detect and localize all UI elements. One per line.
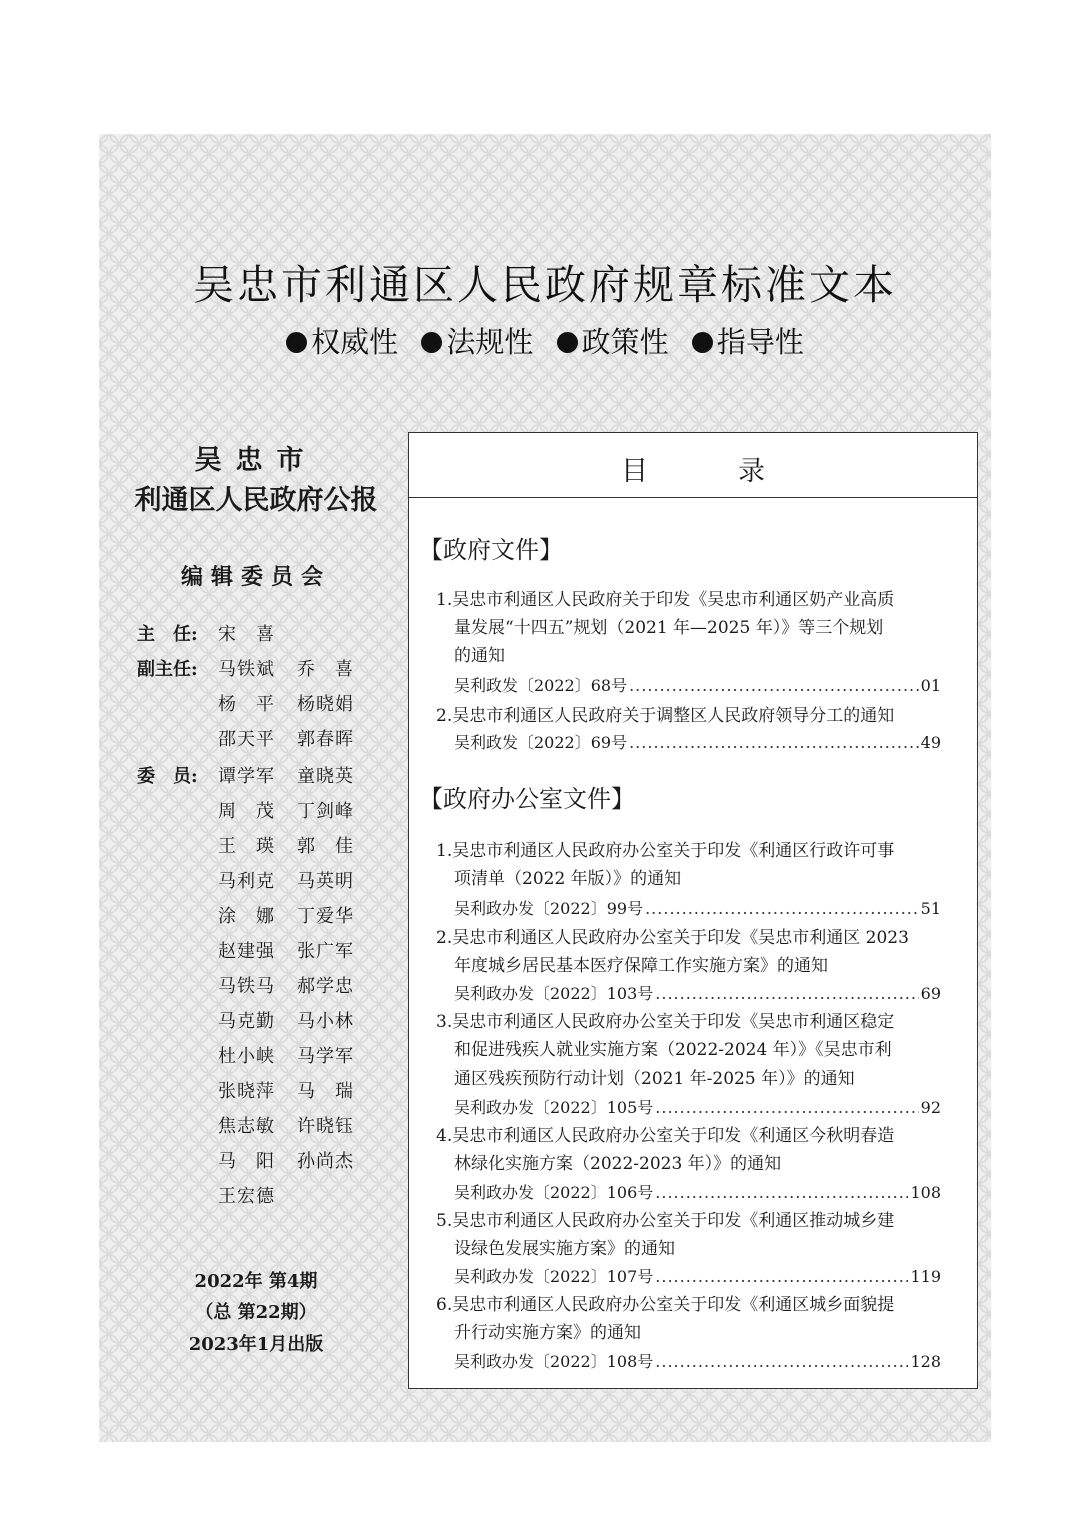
board-member-name: 周 茂: [218, 801, 275, 822]
page-number: 119: [910, 1267, 941, 1286]
role-deputy: 副主任:: [137, 659, 198, 680]
dot-leader: [655, 1183, 908, 1202]
board-member-name: 焦志敏: [218, 1116, 275, 1137]
board-member-name: 马 瑞: [297, 1081, 354, 1102]
board-member-name: 乔 喜: [297, 659, 354, 680]
bullet-dot-icon: [557, 332, 578, 353]
tag-regulation: 法规性: [421, 325, 533, 359]
toc-item-title-line[interactable]: 2.吴忠市利通区人民政府办公室关于印发《吴忠市利通区 2023: [436, 928, 909, 948]
tag-authority: 权威性: [286, 325, 398, 359]
board-member-name: 张广军: [297, 941, 354, 962]
publication-name-line2: 利通区人民政府公报: [134, 485, 378, 516]
toc-item-reference[interactable]: [454, 896, 941, 919]
dot-leader: [655, 1098, 918, 1117]
toc-item-reference[interactable]: [454, 673, 941, 696]
toc-item-reference[interactable]: [454, 1349, 941, 1372]
table-of-contents: [408, 432, 978, 1389]
board-member-name: 马英明: [297, 871, 354, 892]
board-member-name: 杨晓娟: [297, 694, 354, 715]
document-number: 吴利政办发〔2022〕106号: [454, 1183, 654, 1202]
feature-tags: [99, 320, 991, 361]
board-member-name: 马铁马: [218, 976, 275, 997]
editorial-board-title: 编辑委员会: [180, 564, 331, 590]
board-member-name: 马小林: [297, 1011, 354, 1032]
document-number: 吴利政办发〔2022〕107号: [454, 1267, 654, 1286]
board-member-name: 许晓钰: [297, 1116, 354, 1137]
board-member-name: 王 瑛: [218, 836, 275, 857]
document-number: 吴利政办发〔2022〕105号: [454, 1098, 654, 1117]
tag-policy: 政策性: [557, 325, 669, 359]
board-member-name: 马铁斌: [218, 659, 275, 680]
toc-item-title-line[interactable]: 项清单（2022 年版）》的通知: [454, 869, 682, 889]
document-number: 吴利政办发〔2022〕108号: [454, 1352, 654, 1371]
toc-item-title-line[interactable]: 5.吴忠市利通区人民政府办公室关于印发《利通区推动城乡建: [436, 1211, 895, 1231]
board-member-name: 马利克: [218, 871, 275, 892]
toc-item-title-line[interactable]: 3.吴忠市利通区人民政府办公室关于印发《吴忠市利通区稳定: [436, 1012, 895, 1032]
board-member-name: 丁爱华: [297, 906, 354, 927]
tag-guidance: 指导性: [692, 325, 804, 359]
role-director: 主 任:: [137, 624, 198, 645]
toc-item-reference[interactable]: [454, 1264, 941, 1287]
toc-item-reference[interactable]: [454, 730, 941, 753]
board-member-name: 郝学忠: [297, 976, 354, 997]
page-number: 69: [920, 984, 941, 1003]
document-number: 吴利政发〔2022〕68号: [454, 676, 628, 695]
bullet-dot-icon: [421, 332, 442, 353]
toc-item-reference[interactable]: [454, 1095, 941, 1118]
toc-item-title-line[interactable]: 2.吴忠市利通区人民政府关于调整区人民政府领导分工的通知: [436, 706, 895, 726]
toc-item-reference[interactable]: [454, 1180, 941, 1203]
toc-item-title-line[interactable]: 设绿色发展实施方案》的通知: [454, 1239, 675, 1259]
toc-item-title-line[interactable]: 6.吴忠市利通区人民政府办公室关于印发《利通区城乡面貌提: [436, 1295, 895, 1315]
dot-leader: [655, 1267, 908, 1286]
toc-item-title-line[interactable]: 的通知: [454, 646, 505, 666]
board-member-name: 张晓萍: [218, 1081, 275, 1102]
page-number: 108: [910, 1183, 941, 1202]
main-title: 吴忠市利通区人民政府规章标准文本: [193, 261, 897, 309]
board-member-name: 宋 喜: [218, 624, 275, 645]
dot-leader: [629, 676, 919, 695]
document-number: 吴利政办发〔2022〕103号: [454, 984, 654, 1003]
publication-name-line1: 吴忠市: [194, 445, 318, 476]
toc-item-title-line[interactable]: 升行动实施方案》的通知: [454, 1323, 641, 1343]
toc-item-title-line[interactable]: 量发展“十四五”规划（2021 年—2025 年）》等三个规划: [454, 618, 884, 638]
toc-item-reference[interactable]: [454, 981, 941, 1004]
toc-item-title-line[interactable]: 和促进残疾人就业实施方案（2022-2024 年）》《吴忠市利: [454, 1040, 892, 1060]
board-member-name: 马克勤: [218, 1011, 275, 1032]
board-member-name: 王宏德: [218, 1186, 275, 1207]
board-member-name: 邵天平: [218, 729, 275, 750]
board-member-name: 谭学军: [218, 766, 275, 787]
board-member-name: 马 阳: [218, 1151, 275, 1172]
issue-publish-date: 2023年1月出版: [188, 1334, 324, 1355]
board-member-name: 童晓英: [297, 766, 354, 787]
bullet-dot-icon: [692, 332, 713, 353]
bullet-dot-icon: [286, 332, 307, 353]
board-member-name: 郭 佳: [297, 836, 354, 857]
toc-item-title-line[interactable]: 年度城乡居民基本医疗保障工作实施方案》的通知: [454, 956, 828, 976]
toc-section-heading: 【政府文件】: [419, 536, 563, 564]
page-number: 01: [920, 676, 941, 695]
toc-section-heading: 【政府办公室文件】: [419, 785, 635, 813]
issue-number: 2022年 第4期: [194, 1271, 318, 1292]
board-member-name: 赵建强: [218, 941, 275, 962]
board-member-name: 涂 娜: [218, 906, 275, 927]
toc-header: [409, 433, 977, 498]
toc-item-title-line[interactable]: 通区残疾预防行动计划（2021 年-2025 年）》的通知: [454, 1069, 855, 1089]
dot-leader: [629, 733, 919, 752]
document-number: 吴利政办发〔2022〕99号: [454, 899, 644, 918]
board-member-name: 郭春晖: [297, 729, 354, 750]
board-member-name: 孙尚杰: [297, 1151, 354, 1172]
board-member-name: 马学军: [297, 1046, 354, 1067]
board-member-name: 丁剑峰: [297, 801, 354, 822]
issue-total: （总 第22期）: [195, 1302, 317, 1323]
dot-leader: [645, 899, 919, 918]
toc-title: 目 录: [621, 456, 765, 487]
page-number: 128: [910, 1352, 941, 1371]
toc-item-title-line[interactable]: 4.吴忠市利通区人民政府办公室关于印发《利通区今秋明春造: [436, 1126, 895, 1146]
toc-item-title-line[interactable]: 1.吴忠市利通区人民政府办公室关于印发《利通区行政许可事: [436, 841, 895, 861]
toc-item-title-line[interactable]: 林绿化实施方案（2022-2023 年）》的通知: [454, 1154, 782, 1174]
board-member-name: 杨 平: [218, 694, 275, 715]
role-member: 委 员:: [137, 766, 198, 787]
page-number: 51: [920, 899, 941, 918]
dot-leader: [655, 984, 918, 1003]
page-number: 49: [920, 733, 941, 752]
toc-item-title-line[interactable]: 1.吴忠市利通区人民政府关于印发《吴忠市利通区奶产业高质: [436, 590, 895, 610]
dot-leader: [655, 1352, 908, 1371]
board-member-name: 杜小峡: [218, 1046, 275, 1067]
page-number: 92: [920, 1098, 941, 1117]
document-number: 吴利政发〔2022〕69号: [454, 733, 628, 752]
